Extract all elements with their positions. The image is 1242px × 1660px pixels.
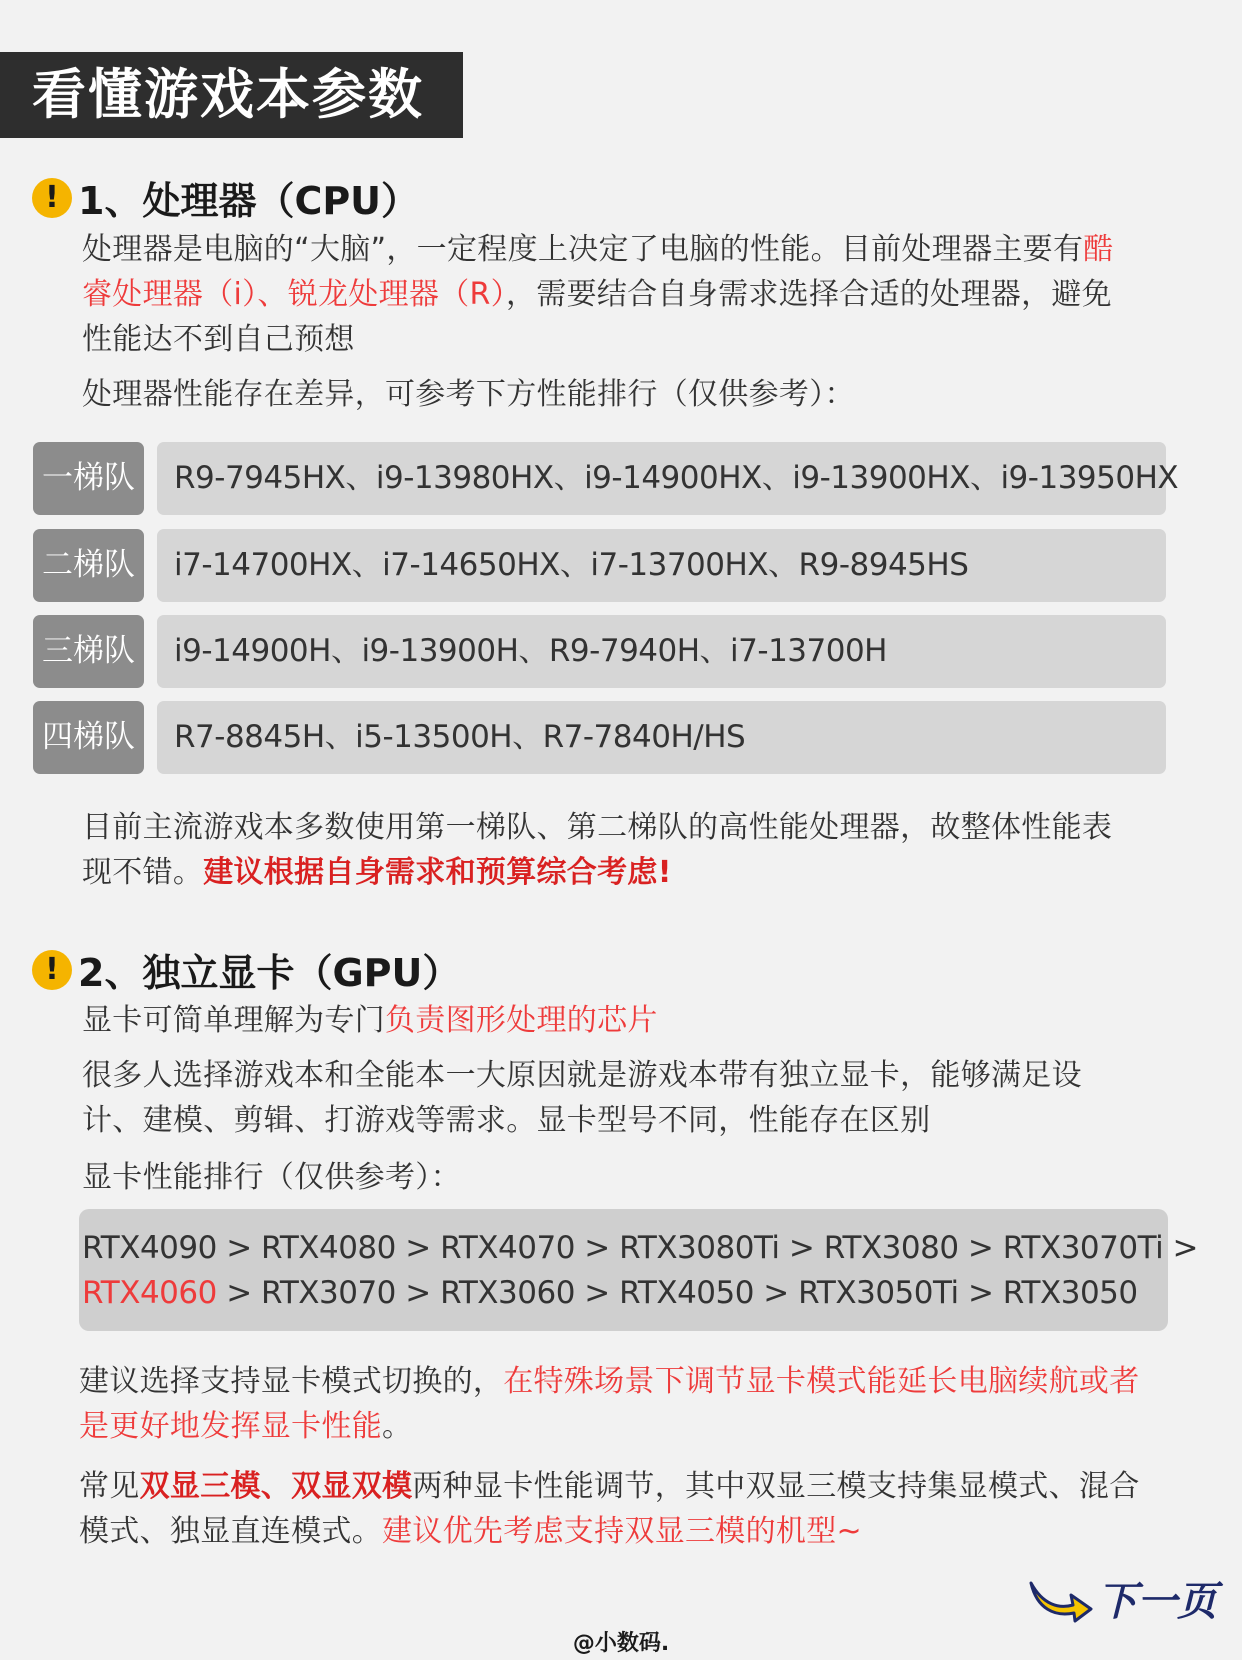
gpu-rank-line: RTX4090 > RTX4080 > RTX4070 > RTX3080Ti > RTX3080 > RTX3070Ti > — [82, 1230, 1199, 1266]
gpu-reason: 很多人选择游戏本和全能本一大原因就是游戏本带有独立显卡，能够满足设计、建模、剪辑、打游戏等需求。显卡型号不同，性能存在区别 — [82, 1058, 1082, 1138]
cpu-rank-intro: 处理器性能存在差异，可参考下方性能排行（仅供参考）： — [82, 377, 855, 412]
tier-label: 一梯队 — [33, 442, 144, 515]
cpu-heading-text: 1、处理器（CPU） — [78, 179, 420, 223]
gpu-definition-highlight: 负责图形处理的芯片 — [385, 1003, 658, 1038]
gpu-definition — [82, 998, 1192, 1043]
tier-models: R7-8845H、i5-13500H、R7-7840H/HS — [157, 701, 1166, 774]
exclamation-icon: ! — [32, 178, 72, 218]
page-title: 看懂游戏本参数 — [0, 52, 463, 138]
next-page-label: 下一页 — [1097, 1579, 1217, 1625]
tier-label: 二梯队 — [33, 529, 144, 602]
gpu-definition-text: 显卡可简单理解为专门 — [82, 1003, 385, 1038]
tier-models: R9-7945HX、i9-13980HX、i9-14900HX、i9-13900HX、i9-13950HX — [157, 442, 1166, 515]
gpu-modes-text-mid: 两种显卡性能调节，其中双显三模支持集显模式、混合模式、独显直连模式。 — [79, 1469, 1140, 1549]
gpu-advice-end: 。 — [382, 1409, 413, 1444]
gpu-heading-text: 2、独立显卡（GPU） — [78, 951, 461, 995]
gpu-rank-highlight: RTX4060 — [82, 1275, 217, 1311]
gpu-modes-highlight-advice: 建议优先考虑支持双显三模的机型~ — [382, 1514, 862, 1549]
tier-label: 三梯队 — [33, 615, 144, 688]
cpu-intro-text-end: ，需要结合自身需求选择合适的处理器，避免性能达不到自己预想 — [82, 277, 1112, 357]
cpu-intro — [82, 227, 1142, 362]
gpu-modes-highlight: 双显三模、双显双模 — [139, 1469, 413, 1504]
cpu-tier-row — [33, 529, 1166, 602]
cpu-summary-text: 目前主流游戏本多数使用第一梯队、第二梯队的高性能处理器，故整体性能表现不错。 — [82, 810, 1113, 890]
gpu-advice-text: 建议选择支持显卡模式切换的， — [79, 1364, 504, 1399]
exclamation-icon: ! — [32, 950, 72, 990]
cpu-summary-highlight: 建议根据自身需求和预算综合考虑! — [203, 855, 672, 890]
cpu-tier-row — [33, 442, 1179, 515]
cpu-tier-row — [33, 701, 1166, 774]
tier-label: 四梯队 — [33, 701, 144, 774]
gpu-rank-line — [82, 1271, 1168, 1316]
gpu-modes — [79, 1464, 1169, 1554]
cpu-section-heading — [32, 170, 419, 225]
gpu-section-heading — [32, 942, 460, 997]
curved-arrow-icon — [1025, 1575, 1095, 1623]
cpu-tier-row — [33, 615, 1166, 688]
author-watermark: @小数码. — [572, 1631, 670, 1656]
gpu-modes-text: 常见 — [79, 1469, 140, 1504]
tier-models: i7-14700HX、i7-14650HX、i7-13700HX、R9-8945HS — [157, 529, 1166, 602]
cpu-intro-highlight: 酷睿处理器（i）、锐龙处理器（R） — [82, 232, 1114, 312]
gpu-ranking-box — [79, 1209, 1199, 1331]
gpu-rank-intro: 显卡性能排行（仅供参考）： — [82, 1160, 461, 1195]
cpu-summary — [82, 805, 1142, 895]
tier-models: i9-14900H、i9-13900H、R9-7940H、i7-13700H — [157, 615, 1166, 688]
gpu-advice — [79, 1359, 1169, 1449]
cpu-intro-text: 处理器是电脑的“大脑”，一定程度上决定了电脑的性能。目前处理器主要有 — [82, 232, 1084, 267]
gpu-rank-rest: > RTX3070 > RTX3060 > RTX4050 > RTX3050Ti > RTX3050 — [216, 1275, 1138, 1311]
next-page-button[interactable] — [1025, 1570, 1217, 1627]
gpu-advice-highlight: 在特殊场景下调节显卡模式能延长电脑续航或者是更好地发挥显卡性能 — [79, 1364, 1140, 1444]
